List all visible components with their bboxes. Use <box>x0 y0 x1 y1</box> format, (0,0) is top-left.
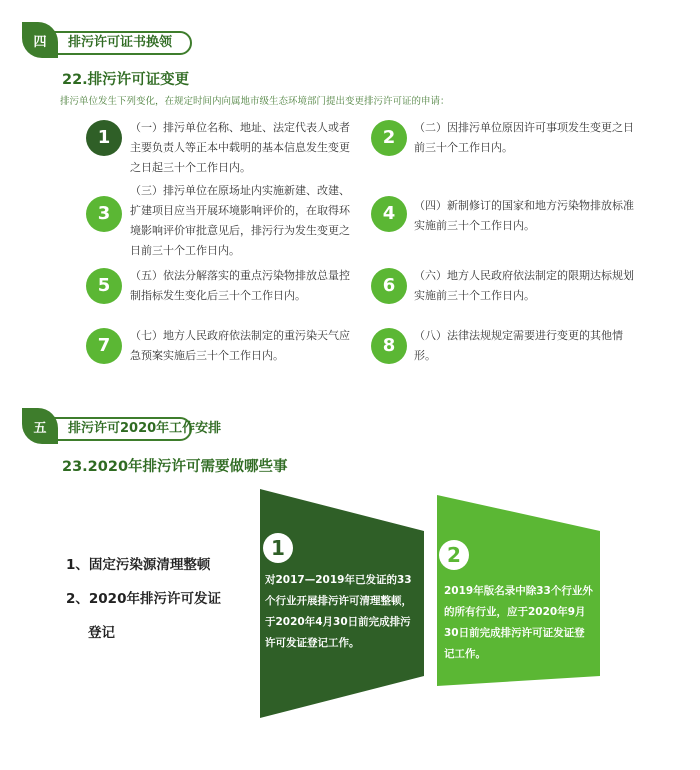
number-circle-8: 8 <box>371 328 407 364</box>
item-text-3: （三）排污单位在原场址内实施新建、改建、扩建项目应当开展环境影响评价的，在取得环境影响评价审批意见后，排污行为发生变更之日前三十个工作日内。 <box>130 184 350 257</box>
number-circle-6: 6 <box>371 268 407 304</box>
number-circle-4: 4 <box>371 196 407 232</box>
intro-text: 排污单位发生下列变化，在规定时间内向属地市级生态环境部门提出变更排污许可证的申请： <box>60 96 450 107</box>
section-number: 四 <box>33 35 47 50</box>
number-circle-2: 2 <box>371 120 407 156</box>
number-circle-3: 3 <box>86 196 122 232</box>
item-text-1: （一）排污单位名称、地址、法定代表人或者主要负责人等正本中载明的基本信息发生变更之日起三十个工作日内。 <box>130 121 350 174</box>
item-text-4: （四）新制修订的国家和地方污染物排放标准实施前三十个工作日内。 <box>414 199 634 232</box>
panel-number-2: 2 <box>439 540 469 570</box>
list-item-2: 2、2020年排污许可发证 <box>66 591 221 607</box>
section-title: 排污许可2020年工作安排 <box>68 421 222 436</box>
heading-23: 23.2020年排污许可需要做哪些事 <box>62 459 288 475</box>
heading-22: 22.排污许可证变更 <box>62 72 190 88</box>
section-number: 五 <box>33 421 47 436</box>
item-text-2: （二）因排污单位原因许可事项发生变更之日前三十个工作日内。 <box>414 121 634 154</box>
section-title: 排污许可证书换领 <box>68 35 173 50</box>
item-text-5: （五）依法分解落实的重点污染物排放总量控制指标发生变化后三十个工作日内。 <box>130 269 350 302</box>
item-text-6: （六）地方人民政府依法制定的限期达标规划实施前三十个工作日内。 <box>414 269 634 302</box>
number-circle-5: 5 <box>86 268 122 304</box>
list-item-2-cont: 登记 <box>88 625 115 641</box>
item-text-7: （七）地方人民政府依法制定的重污染天气应急预案实施后三十个工作日内。 <box>130 329 350 362</box>
panel-text-1: 对2017—2019年已发证的33个行业开展排污许可清理整顿，于2020年4月30日前完成排污许可发证登记工作。 <box>265 574 412 649</box>
number-circle-7: 7 <box>86 328 122 364</box>
list-item-1: 1、固定污染源清理整顿 <box>66 557 211 573</box>
panel-text-2: 2019年版名录中除33个行业外的所有行业，应于2020年9月30日前完成排污许可证发证登记工作。 <box>444 585 593 660</box>
item-text-8: （八）法律法规规定需要进行变更的其他情形。 <box>414 329 623 362</box>
panel-number-1: 1 <box>263 533 293 563</box>
number-circle-1: 1 <box>86 120 122 156</box>
